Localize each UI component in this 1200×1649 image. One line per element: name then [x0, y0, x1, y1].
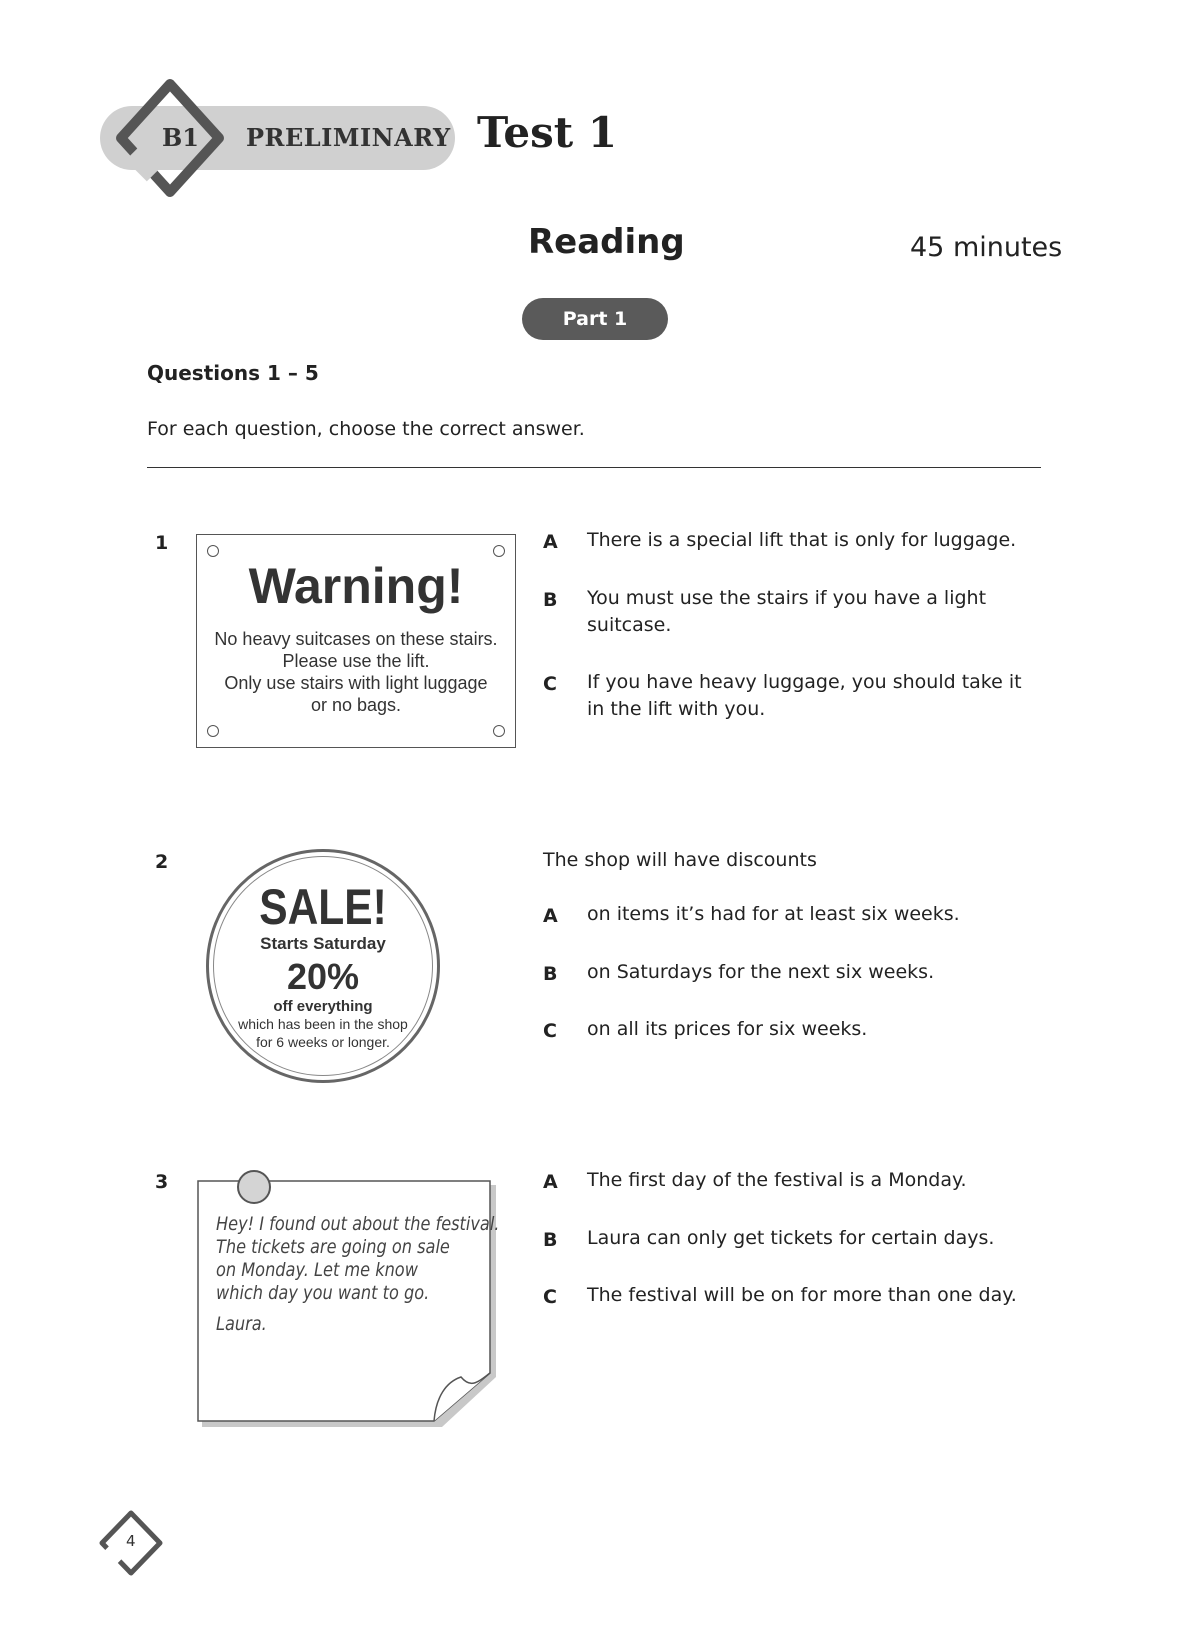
option-text[interactable]: There is a special lift that is only for luggage. [587, 529, 1017, 551]
sign-heading: Warning! [248, 558, 464, 614]
option-text[interactable]: Laura can only get tickets for certain days. [587, 1227, 995, 1249]
duration-label: 45 minutes [910, 232, 1063, 263]
note-line: The tickets are going on sale [216, 1236, 450, 1258]
divider [147, 467, 1041, 468]
option-letter: B [543, 589, 558, 611]
question-number: 1 [155, 532, 169, 554]
option-letter: A [543, 1171, 558, 1193]
option-letter: C [543, 1286, 557, 1308]
sign-line: No heavy suitcases on these stairs. [214, 629, 498, 649]
question-stem: The shop will have discounts [543, 849, 817, 871]
option-letter: A [543, 905, 558, 927]
note-line: on Monday. Let me know [216, 1259, 418, 1281]
option-letter: A [543, 531, 558, 553]
pin-icon [234, 1167, 274, 1207]
sale-heading: SALE! [259, 879, 387, 935]
option-text[interactable]: on all its prices for six weeks. [587, 1018, 868, 1040]
questions-heading: Questions 1 – 5 [147, 361, 319, 385]
screw-icon [207, 725, 219, 737]
sign-line: or no bags. [310, 695, 402, 715]
option-text[interactable]: You must use the stairs if you have a light suitcase. [587, 587, 987, 636]
option-text[interactable]: The first day of the festival is a Monday. [587, 1169, 967, 1191]
sign-line: Only use stairs with light luggage [224, 673, 488, 693]
sale-off: off everything [273, 998, 373, 1015]
option-text[interactable]: If you have heavy luggage, you should take it in the lift with you. [587, 671, 1022, 720]
option-letter: B [543, 1229, 558, 1251]
screw-icon [493, 725, 505, 737]
option-letter: B [543, 963, 558, 985]
level-label: B1 [162, 123, 199, 152]
exam-badge [100, 78, 460, 198]
instructions: For each question, choose the correct answer. [147, 418, 585, 440]
sale-line: for 6 weeks or longer. [256, 1034, 390, 1050]
page-number: 4 [126, 1532, 136, 1550]
option-letter: C [543, 673, 557, 695]
option-letter: C [543, 1020, 557, 1042]
note-signature: Laura. [216, 1313, 267, 1335]
sale-percent: 20% [286, 956, 360, 997]
part-badge: Part 1 [522, 298, 668, 340]
screw-icon [207, 545, 219, 557]
sale-sign [206, 849, 440, 1083]
sale-line: which has been in the shop [238, 1016, 408, 1032]
warning-sign [196, 534, 516, 748]
note-line: which day you want to go. [216, 1282, 430, 1304]
sale-subheading: Starts Saturday [260, 934, 386, 953]
screw-icon [493, 545, 505, 557]
option-text[interactable]: on Saturdays for the next six weeks. [587, 961, 935, 983]
test-title: Test 1 [477, 108, 618, 157]
question-number: 2 [155, 851, 169, 873]
question-number: 3 [155, 1171, 169, 1193]
note-line: Hey! I found out about the festival. [216, 1213, 500, 1235]
sign-line: Please use the lift. [282, 651, 430, 671]
pinned-note [196, 1177, 500, 1427]
option-text[interactable]: The festival will be on for more than one day. [587, 1284, 1017, 1306]
section-title: Reading [528, 222, 685, 262]
option-text[interactable]: on items it’s had for at least six weeks. [587, 903, 960, 925]
exam-name: PRELIMINARY [246, 123, 451, 152]
